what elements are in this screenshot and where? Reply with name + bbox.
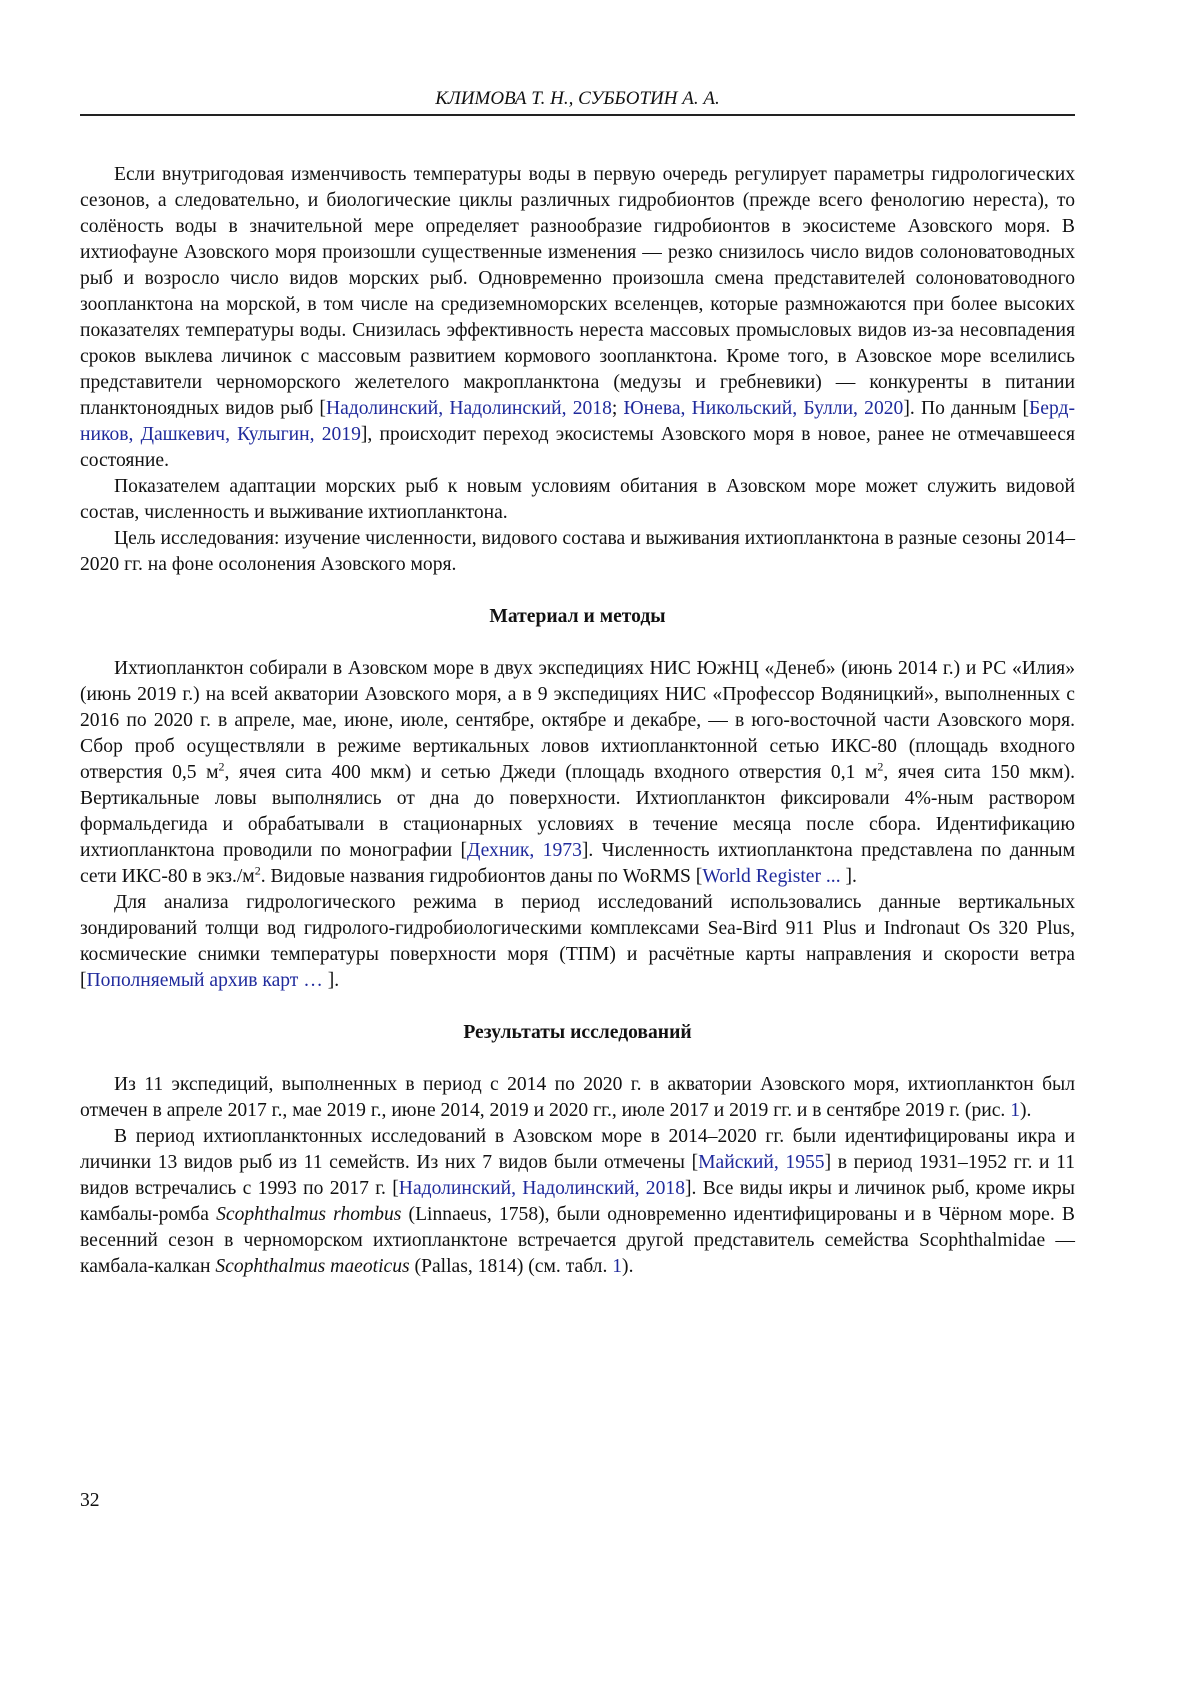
text-run: (Pallas, 1814) (см. табл. bbox=[409, 1256, 613, 1277]
text-run: Ихтиопланктон собирали в Азовском море в двух экспедициях НИС ЮжНЦ «Денеб» (июнь 2014 г.) и РС «Илия» (июнь 2019 г.) на всей акватории Азовского моря, а в 9 экспедициях НИС «Профессор Водяницкий», выполненных с 2016 по 2020 г. в апреле, мае, июне, июле, сентябре, октябре и декабре, — в юго-восточной части Азовского моря. Сбор проб осуществляли в режиме вертикальных ловов ихтиопланктонной сетью ИКС-80 (площадь входного отверстия 0,5 м bbox=[80, 658, 1075, 783]
text-run: ], происходит переход экосистемы Азовского моря в новое, ранее не отмечавшееся состояние. bbox=[80, 424, 1075, 471]
text-run: Из 11 экспедиций, выполненных в период с 2014 по 2020 г. в акватории Азовского моря, ихтиопланктон был отмечен в апреле 2017 г., мае 2019 г., июне 2014, 2019 и 2020 гг., июле 2017 и 2019 гг. и в сентябре 2019 г. (рис. bbox=[80, 1074, 1075, 1121]
paragraph bbox=[80, 656, 1075, 890]
citation-link[interactable]: Майский, 1955 bbox=[698, 1152, 825, 1173]
paragraph bbox=[80, 1124, 1075, 1280]
citation-link[interactable]: Пополняемый архив карт … bbox=[86, 970, 323, 991]
section-heading: Материал и методы bbox=[489, 606, 666, 627]
text-run: ]. Численность ихтиопланктона представлена по данным сети ИКС-80 в экз./м bbox=[80, 840, 1075, 887]
header-rule bbox=[80, 114, 1075, 116]
paragraph bbox=[80, 890, 1075, 994]
text-run: ; bbox=[611, 398, 624, 419]
text-run: ] в период 1931–1952 гг. и 11 видов встречались с 1993 по 2017 г. [ bbox=[80, 1152, 1075, 1199]
citation-link[interactable]: Дехник, 1973 bbox=[467, 840, 582, 861]
species-name: Scophthalmus rhombus bbox=[216, 1204, 402, 1225]
text-run: ]. bbox=[840, 866, 857, 887]
text-run: ]. bbox=[322, 970, 340, 991]
text-run: (Linnaeus, 1758), были одновременно идентифицированы и в Чёрном море. В весенний сезон в черноморском ихтиопланктоне встречается другой представитель семейства Scophthalmidae — камбала-калкан bbox=[80, 1204, 1075, 1277]
citation-link[interactable]: 1 bbox=[1010, 1100, 1021, 1121]
text-run: . Видовые названия гидробионтов даны по WoRMS [ bbox=[260, 866, 703, 887]
article-body bbox=[80, 162, 1075, 1280]
text-run: ). bbox=[1020, 1100, 1032, 1121]
paragraph bbox=[80, 162, 1075, 474]
page-number: 32 bbox=[80, 1490, 100, 1511]
text-run: Если внутригодовая изменчивость температуры воды в первую очередь регулирует параметры гидрологических сезонов, а следовательно, и биологические циклы различных гидробионтов (прежде всего фенологию нереста), то солёность воды в значительной мере определяет разнообразие гидробионтов в экосистеме Азовского моря. В ихтиофауне Азовского моря произошли существенные изменения — резко снизилось число видов солоноватоводных рыб и возросло число видов морских рыб. Одновременно произошла смена представителей солоноватоводного зоопланктона на морской, в том числе на средиземноморских вселенцев, которые размножаются при более высоких показателях температуры воды. Снизилась эффективность нереста массовых промысловых видов из-за несовпадения сроков выклева личинок с массовым развитием кормового зоопланктона. Кроме того, в Азовское море вселились представители черноморского желетелого макропланктона (медузы и гребневики) — конкуренты в питании планктоноядных видов рыб [ bbox=[80, 164, 1075, 419]
species-name: Scophthalmus maeoticus bbox=[215, 1256, 410, 1277]
text-run: ]. Все виды икры и личинок рыб, кроме икры камбалы-ромба bbox=[80, 1178, 1075, 1225]
text-run: В период ихтиопланктонных исследований в Азовском море в 2014–2020 гг. были идентифицированы икра и личинки 13 видов рыб из 11 семейств. Из них 7 видов были отмечены [ bbox=[80, 1126, 1075, 1173]
text-run: ]. По данным [ bbox=[903, 398, 1030, 419]
citation-link[interactable]: Надолинский, Надолинский, 2018 bbox=[325, 398, 612, 419]
superscript: 2 bbox=[254, 863, 261, 878]
paragraph bbox=[80, 526, 1075, 578]
running-title: КЛИМОВА Т. Н., СУББОТИН А. А. bbox=[435, 88, 720, 109]
paragraph bbox=[80, 1072, 1075, 1124]
text-run: ). bbox=[622, 1256, 634, 1277]
section-heading: Результаты исследований bbox=[463, 1022, 692, 1043]
citation-link[interactable]: World Register ... bbox=[702, 866, 841, 887]
citation-link[interactable]: Надолинский, Надолинский, 2018 bbox=[398, 1178, 685, 1199]
text-run: , ячея сита 400 мкм) и сетью Джеди (площадь входного отверстия 0,1 м bbox=[224, 762, 878, 783]
citation-link[interactable]: 1 bbox=[612, 1256, 623, 1277]
text-run: Цель исследования: изучение численности, видового состава и выживания ихтиопланктона в разные сезоны 2014–2020 гг. на фоне осолонения Азовского моря. bbox=[80, 528, 1075, 575]
superscript: 2 bbox=[877, 759, 884, 774]
text-run: Для анализа гидрологического режима в период исследований использовались данные вертикальных зондирований толщи вод гидролого-гидробиологическими комплексами Sea-Bird 911 Plus и Indronaut Os 320 Plus, космические снимки температуры поверхности моря (ТПМ) и расчётные карты направления и скорости ветра [ bbox=[80, 892, 1075, 991]
citation-link[interactable]: Юнева, Никольский, Булли, 2020 bbox=[623, 398, 904, 419]
superscript: 2 bbox=[218, 759, 225, 774]
citation-link[interactable]: Бердников, Дашкевич, Кулыгин, 2019 bbox=[80, 398, 1076, 445]
text-run: , ячея сита 150 мкм). Вертикальные ловы выполнялись от дна до поверхности. Ихтиопланктон фиксировали 4%-ным раствором формальдегида и обрабатывали в стационарных условиях в течение месяца после сбора. Идентификацию ихтиопланктона проводили по монографии [ bbox=[80, 762, 1075, 861]
paragraph bbox=[80, 474, 1075, 526]
text-run: Показателем адаптации морских рыб к новым условиям обитания в Азовском море может служить видовой состав, численность и выживание ихтиопланктона. bbox=[80, 476, 1075, 523]
